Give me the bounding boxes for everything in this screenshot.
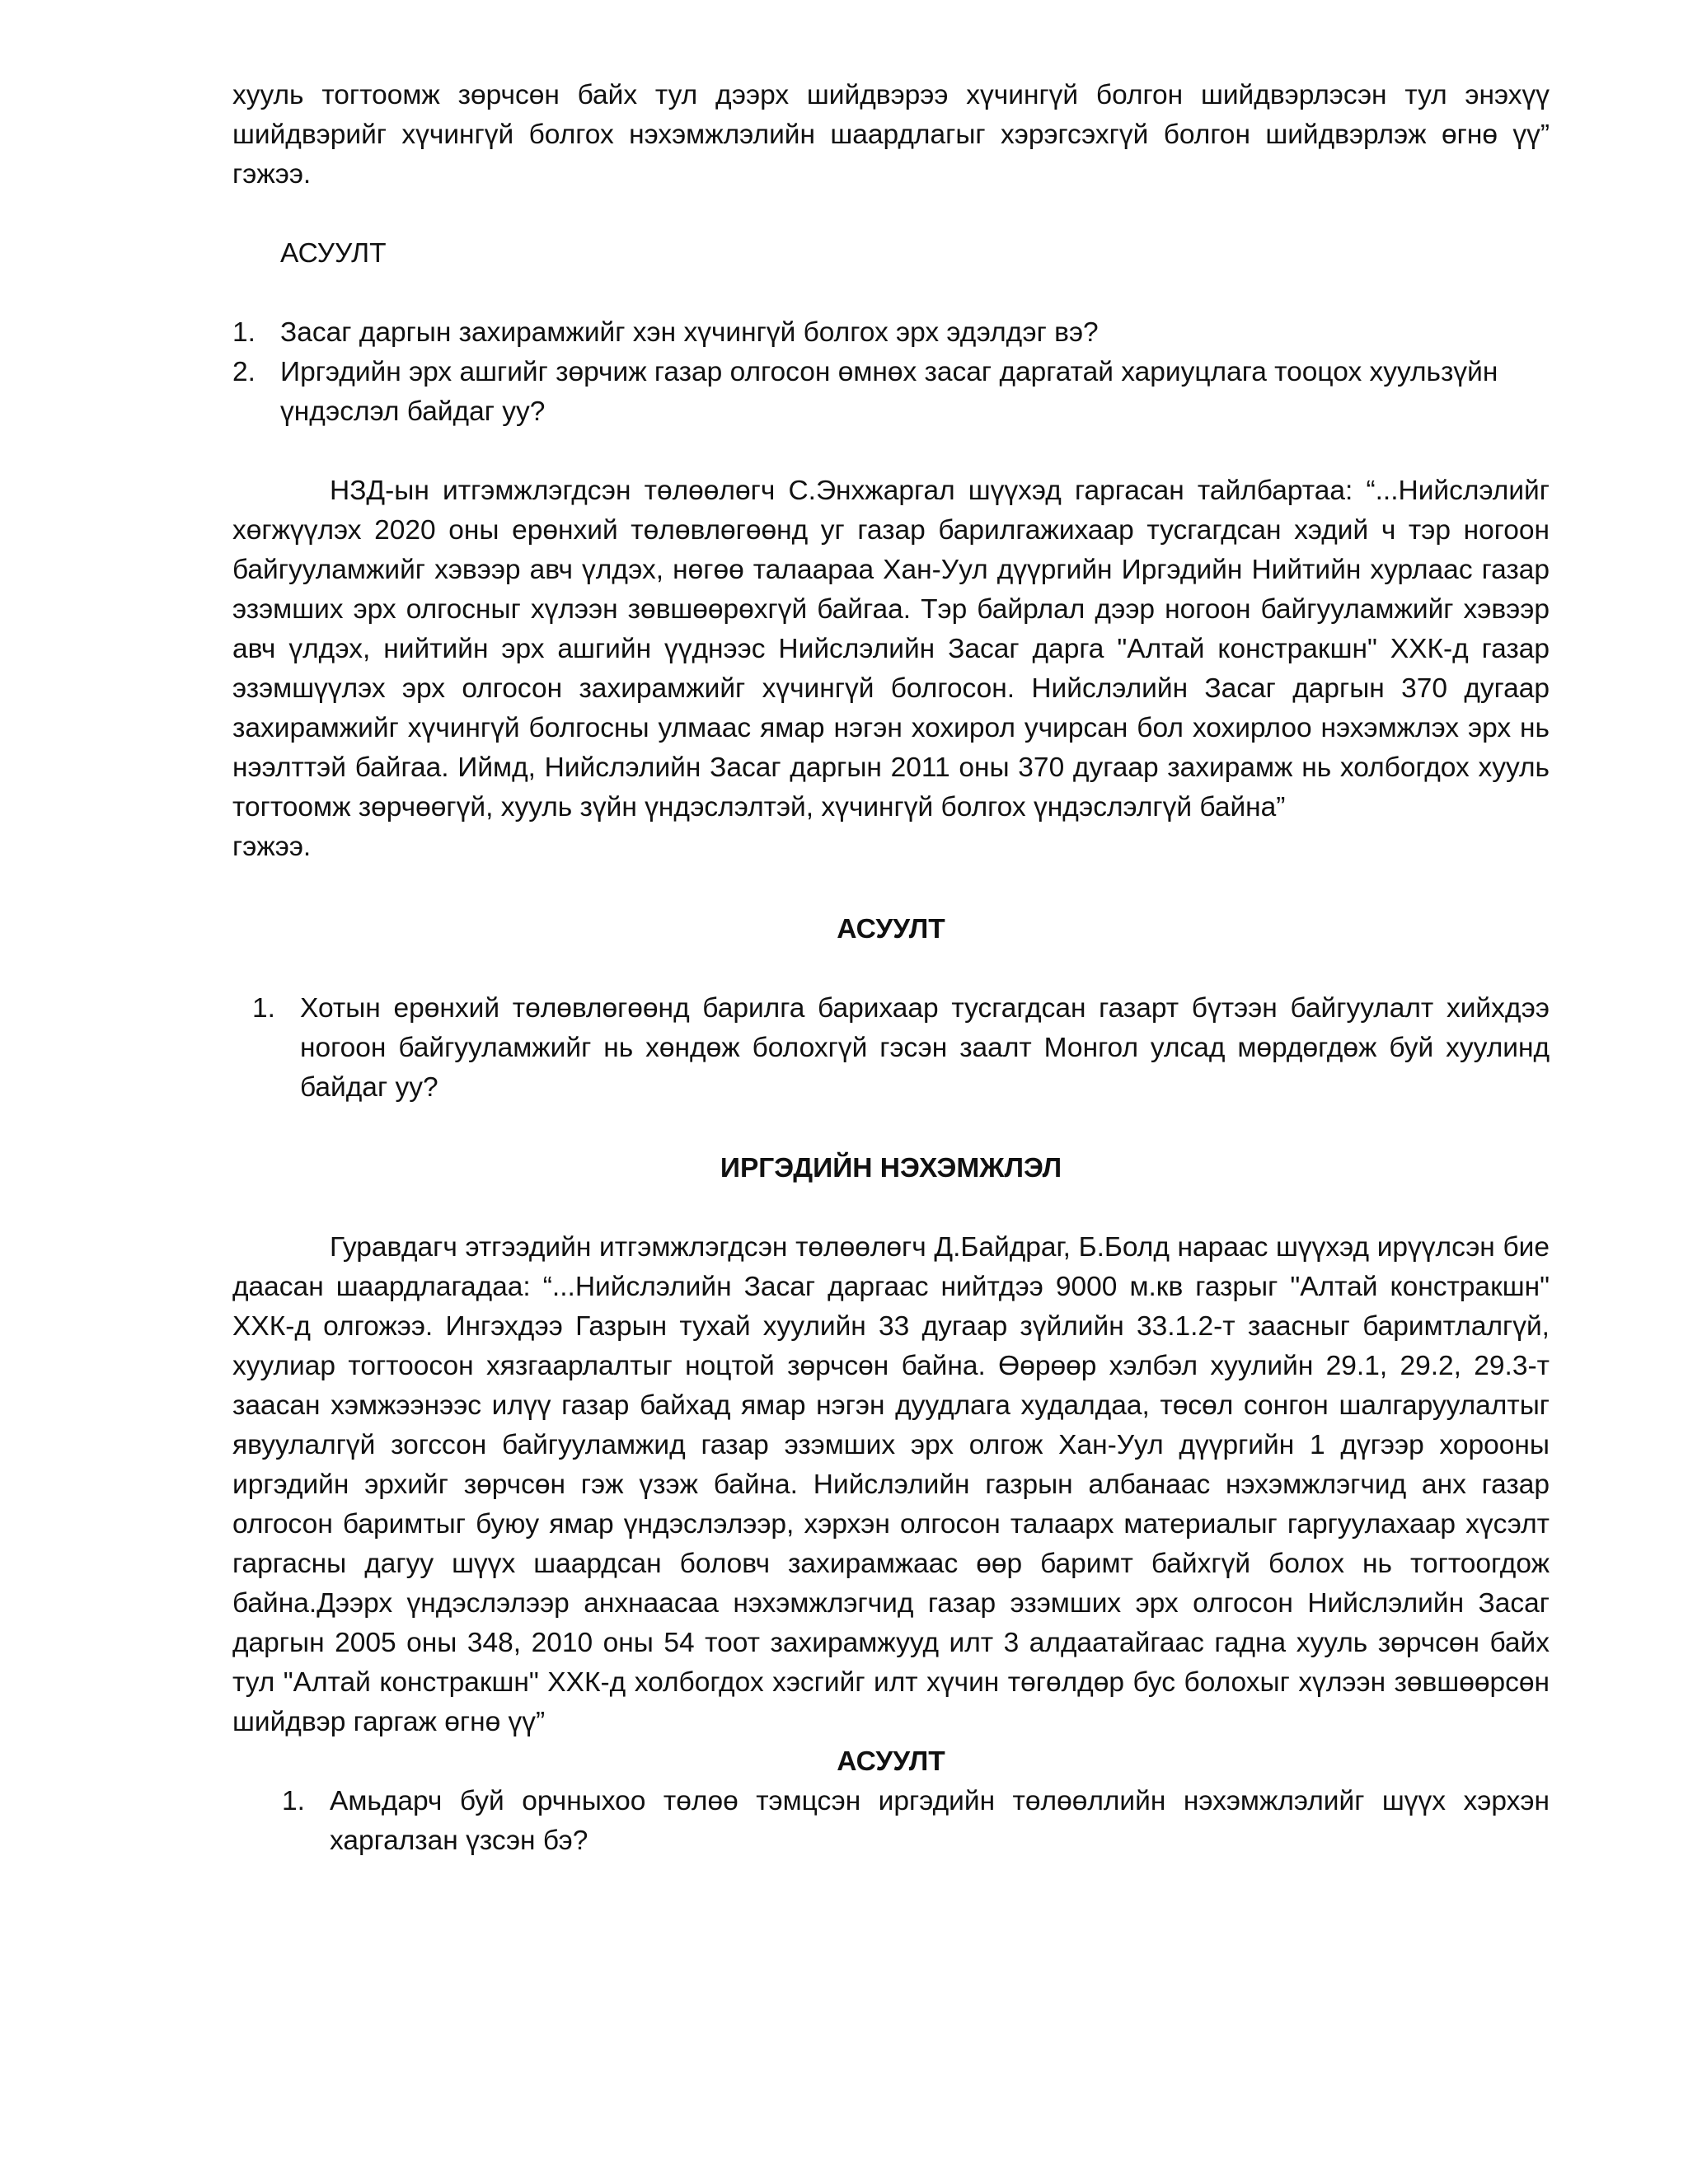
list-item [232, 1782, 1550, 1861]
list-number: 1. [232, 317, 256, 348]
section2-heading: АСУУЛТ [837, 914, 945, 944]
question-text: Амьдарч буй орчныхоо төлөө тэмцсэн иргэдийн төлөөллийн нэхэмжлэлийг шүүх хэрхэн харгалзан үзсэн бэ? [330, 1786, 1550, 1856]
section3-question-list [232, 1782, 1550, 1861]
nzd-explanation-paragraph: НЗД-ын итгэмжлэгдсэн төлөөлөгч С.Энхжаргал шүүхэд гаргасан тайлбартаа: “...Нийслэлийг хөгжүүлэх 2020 оны ерөнхий төлөвлөгөөнд уг газар барилгажихаар тусгагдсан хэдий ч тэр ногоон байгууламжийг хэвээр авч үлдэх, нөгөө талаараа Хан-Уул дүүргийн Иргэдийн Нийтийн хурлаас газар эзэмших эрх олгосныг хүлээн зөвшөөрөхгүй байгаа. Тэр байрлал дээр ногоон байгууламжийг хэвээр авч үлдэх, нийтийн эрх ашгийн үүднээс Нийслэлийн Засаг дарга "Алтай констракшн" ХХК-д газар эзэмшүүлэх эрх олгосон захирамжийг хүчингүй болгосон. Нийслэлийн Засаг даргын 370 дугаар захирамжийг хүчингүй болгосны улмаас ямар нэгэн хохирол учирсан бол хохирлоо нэхэмжлэх эрх нь нээлттэй байгаа. Иймд, Нийслэлийн Засаг даргын 2011 оны 370 дугаар захирамж нь холбогдох хууль тогтоомж зөрчөөгүй, хууль зүйн үндэслэлтэй, хүчингүй болгох үндэслэлгүй байна” [232, 476, 1550, 823]
section2-question-list [232, 989, 1550, 1108]
list-number: 1. [252, 993, 275, 1024]
claim-heading: ИРГЭДИЙН НЭХЭМЖЛЭЛ [720, 1153, 1062, 1183]
claim-paragraph: Гуравдагч этгээдийн итгэмжлэгдсэн төлөөлөгч Д.Байдраг, Б.Болд нараас шүүхэд ирүүлсэн бие даасан шаардлагадаа: “...Нийслэлийн Засаг даргаас нийтдээ 9000 м.кв газрыг "Алтай констракшн" ХХК-д олгожээ. Ингэхдээ Газрын тухай хуулийн 33 дугаар зүйлийн 33.1.2-т заасныг баримтлалгүй, хуулиар тогтоосон хязгаарлалтыг ноцтой зөрчсөн байна. Өөрөөр хэлбэл хуулийн 29.1, 29.2, 29.3-т заасан хэмжээнээс илүү газар байхад ямар нэгэн дуудлага худалдаа, төсөл сонгон шалгаруулалтыг явуулалгүй зогссон байгууламжид газар эзэмших эрх олгож Хан-Уул дүүргийн 1 дүгээр хорооны иргэдийн эрхийг зөрчсөн гэж үзэж байна. Нийслэлийн газрын албанаас нэхэмжлэгчид анх газар олгосон баримтыг буюу ямар үндэслэлээр, хэрхэн олгосон талаарх материалыг гаргуулахаар хүсэлт гаргасны дагуу шүүх шаардсан боловч захирамжаас өөр баримт байхгүй болох нь тогтоогдож байна.Дээрх үндэслэлээр анхнаасаа нэхэмжлэгчид газар эзэмших эрх олгосон Нийслэлийн Засаг даргын 2005 оны 348, 2010 оны 54 тоот захирамжууд илт 3 алдаатайгаас гадна хууль зөрчсөн байх тул "Алтай констракшн" ХХК-д холбогдох хэсгийг илт хүчин төгөлдөр бус болохыг хүлээн зөвшөөрсөн шийдвэр гаргаж өгнө үү” [232, 1232, 1550, 1737]
intro-paragraph: хууль тогтоомж зөрчсөн байх тул дээрх шийдвэрээ хүчингүй болгон шийдвэрлэсэн тул энэхүү шийдвэрийг хүчингүй болгох нэхэмжлэлийн шаардлагыг хэрэгсэхгүй болгон шийдвэрлэж өгнө үү” гэжээ. [232, 80, 1550, 190]
question-text: Иргэдийн эрх ашгийг зөрчиж газар олгосон өмнөх засаг даргатай хариуцлага тооцох хуульзүйн үндэслэл байдаг уу? [280, 357, 1498, 427]
section1-label: АСУУЛТ [280, 238, 387, 269]
list-item [232, 313, 1550, 353]
section1-question-list [232, 313, 1550, 432]
document-page [232, 76, 1550, 1861]
nzd-ending: гэжээ. [232, 832, 312, 862]
list-number: 1. [282, 1786, 305, 1816]
list-item [232, 989, 1550, 1108]
list-item [232, 353, 1550, 432]
question-text: Засаг даргын захирамжийг хэн хүчингүй болгох эрх эдэлдэг вэ? [280, 317, 1099, 348]
list-number: 2. [232, 357, 256, 387]
question-text: Хотын ерөнхий төлөвлөгөөнд барилга барихаар тусгагдсан газарт бүтээн байгуулалт хийхдээ ногоон байгууламжийг нь хөндөж болохгүй гэсэн заалт Монгол улсад мөрдөгдөж буй хуулинд байдаг уу? [300, 993, 1550, 1103]
section3-heading: АСУУЛТ [837, 1746, 945, 1777]
